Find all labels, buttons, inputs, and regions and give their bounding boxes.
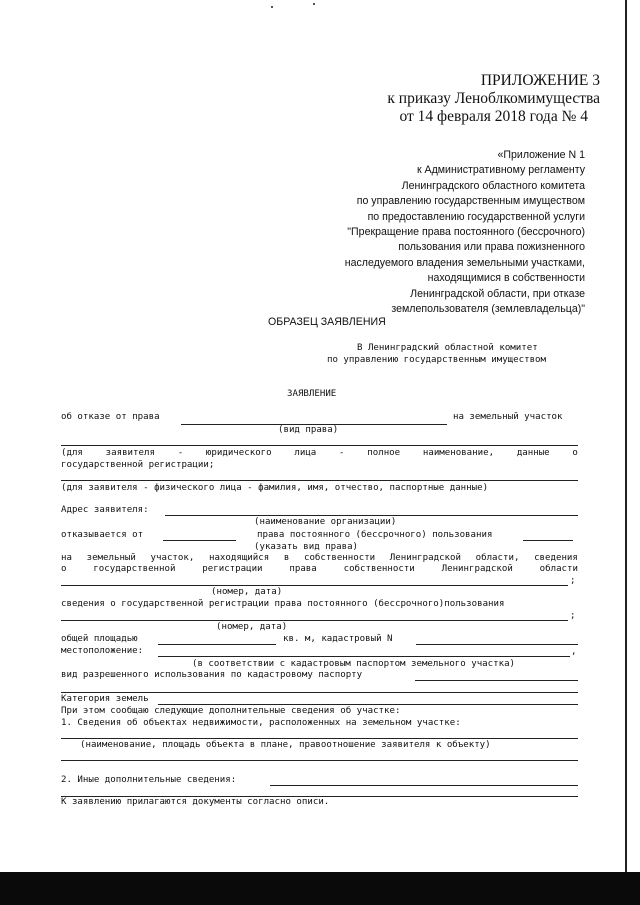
org-field[interactable] [163,540,236,541]
item2-label: 2. Иные дополнительные сведения: [61,775,237,785]
attachments-note: К заявлению прилагаются документы согласно описи. [61,797,330,807]
blank-line[interactable] [61,760,578,761]
land-plot-line: на земельный участок, находящийся в собственности Ленинградской области, сведения [61,553,578,563]
state-reg-line: о государственной регистрации права собственности Ленинградской области [61,564,578,574]
appendix1-line: по предоставлению государственной услуги [367,210,585,223]
reg-number-field[interactable] [61,585,568,586]
individual-hint: (для заявителя - физического лица - фамилия, имя, отчество, паспортные данные) [61,483,489,493]
item1-label: 1. Сведения об объектах недвижимости, расположенных на земельном участке: [61,718,461,728]
blank-line[interactable] [61,480,578,481]
item1-hint: (наименование, площадь объекта в плане, правоотношение заявителя к объекту) [80,740,491,750]
blank-line[interactable] [61,445,578,446]
appendix3-date: от 14 февраля 2018 года № 4 [399,108,588,125]
addressee-line1: В Ленинградский областной комитет [357,343,538,353]
state-reg-permanent: сведения о государственной регистрации права постоянного (бессрочного)пользования [61,599,505,609]
sample-title: ОБРАЗЕЦ ЗАЯВЛЕНИЯ [268,316,386,328]
specify-right-hint: (указать вид права) [254,542,359,552]
appendix1-line: землепользователя (землевладельца)" [391,303,585,316]
scan-speck [271,6,273,8]
number-date-hint: (номер, дата) [216,622,288,632]
reg-permanent-field[interactable] [61,620,568,621]
addressee-line2: по управлению государственным имуществом [327,355,546,365]
location-field[interactable] [158,656,570,657]
scan-speck [313,3,315,5]
number-date-hint: (номер, дата) [211,587,283,597]
permitted-use-field[interactable] [415,680,578,681]
land-category-field[interactable] [158,704,578,705]
refusal-label: об отказе от права [61,412,160,422]
cadastral-number-field[interactable] [416,644,578,645]
blank-line[interactable] [61,692,578,693]
permanent-use-label: права постоянного (бессрочного) пользования [257,530,493,540]
address-label: Адрес заявителя: [61,505,149,515]
appendix1-line: «Приложение N 1 [497,149,585,161]
org-name-hint: (наименование организации) [254,517,397,527]
appendix1-line: пользования или права пожизненного [398,241,585,254]
page-edge [625,0,627,880]
area-field[interactable] [158,644,276,645]
appendix1-line: "Прекращение права постоянного (бессрочного) [347,226,585,239]
location-label: местоположение: [61,646,144,656]
additional-info-intro: При этом сообщаю следующие дополнительные сведения об участке: [61,706,401,716]
refuses-label: отказывается от [61,530,144,540]
appendix1-line: Ленинградской области, при отказе [410,287,585,300]
legal-entity-hint: (для заявителя - юридического лица - полное наименование, данные о [61,448,578,458]
item2-field[interactable] [270,785,578,786]
cadastral-passport-hint: (в соответствии с кадастровым паспортом земельного участка) [192,659,516,669]
appendix1-block [300,148,585,317]
appendix3-title: ПРИЛОЖЕНИЕ 3 [480,72,600,89]
document-page: ПРИЛОЖЕНИЕ 3 к приказу Леноблкомимущества от 14 февраля 2018 года № 4 «Приложение N 1 к Административному регламенту Ленинградского областного комитета по управлению государственным имуществом по предоставлению государственной услуги "Прекращение права постоянного (бессрочного) пользования или права пожизненного наследуемого владения земельными участками, находящимися в собственности Ленинградской области, при отказе землепользователя (землевладельца)" ОБРАЗЕЦ ЗАЯВЛЕНИЯ В Ленинградский областной комитет по управлению государственным имуществом ЗАЯВЛЕНИЕ об отказе от права на земельный участок (вид права) (для заявителя - юридического лица - полное наименование, данные о государственной регистрации; (для заявителя - физического лица - фамилия, имя, отчество, паспортные данные) Адрес заявителя: (наименование организации) отказывается от права постоянного (бессрочного) пользования (указать вид права) на земельный участок, находящийся в собственности Ленинградской области, сведения о государственной регистрации права собственности Ленинградской области ; (номер, дата) сведения о государственной регистрации права постоянного (бессрочного)пользования ; (номер, дата) общей площадью кв. м, кадастровый N местоположение: , (в соответствии с кадастровым паспортом земельного участка) вид разрешенного использования по кадастровому паспорту Категория земель При этом сообщаю следующие дополнительные сведения об участке: 1. Сведения об объектах недвижимости, расположенных на земельном участке: (наименование, площадь объекта в плане, правоотношение заявителя к объекту) 2. Иные дополнительные сведения: К заявлению прилагаются документы согласно описи. [0,0,640,905]
permitted-use-label: вид разрешенного использования по кадастровому паспорту [61,670,363,680]
appendix1-line: по управлению государственным имуществом [356,195,585,208]
right-kind-field[interactable] [523,540,573,541]
appendix3-order: к приказу Леноблкомимущества [387,90,600,107]
land-category-label: Категория земель [61,694,149,704]
scan-bottom-edge [0,872,640,905]
right-type-hint: (вид права) [278,425,339,435]
area-label: общей площадью [61,634,138,644]
appendix1-line: находящимися в собственности [427,272,585,285]
appendix1-line: к Административному регламенту [416,164,585,177]
cadastral-label: кв. м, кадастровый N [283,634,393,644]
form-heading: ЗАЯВЛЕНИЕ [287,389,337,399]
land-plot-label: на земельный участок [453,412,563,422]
address-field[interactable] [165,515,578,516]
appendix1-line: наследуемого владения земельными участками, [344,256,585,269]
item1-field[interactable] [61,738,578,739]
appendix1-line: Ленинградского областного комитета [401,179,585,192]
legal-entity-hint-2: государственной регистрации; [61,460,215,470]
